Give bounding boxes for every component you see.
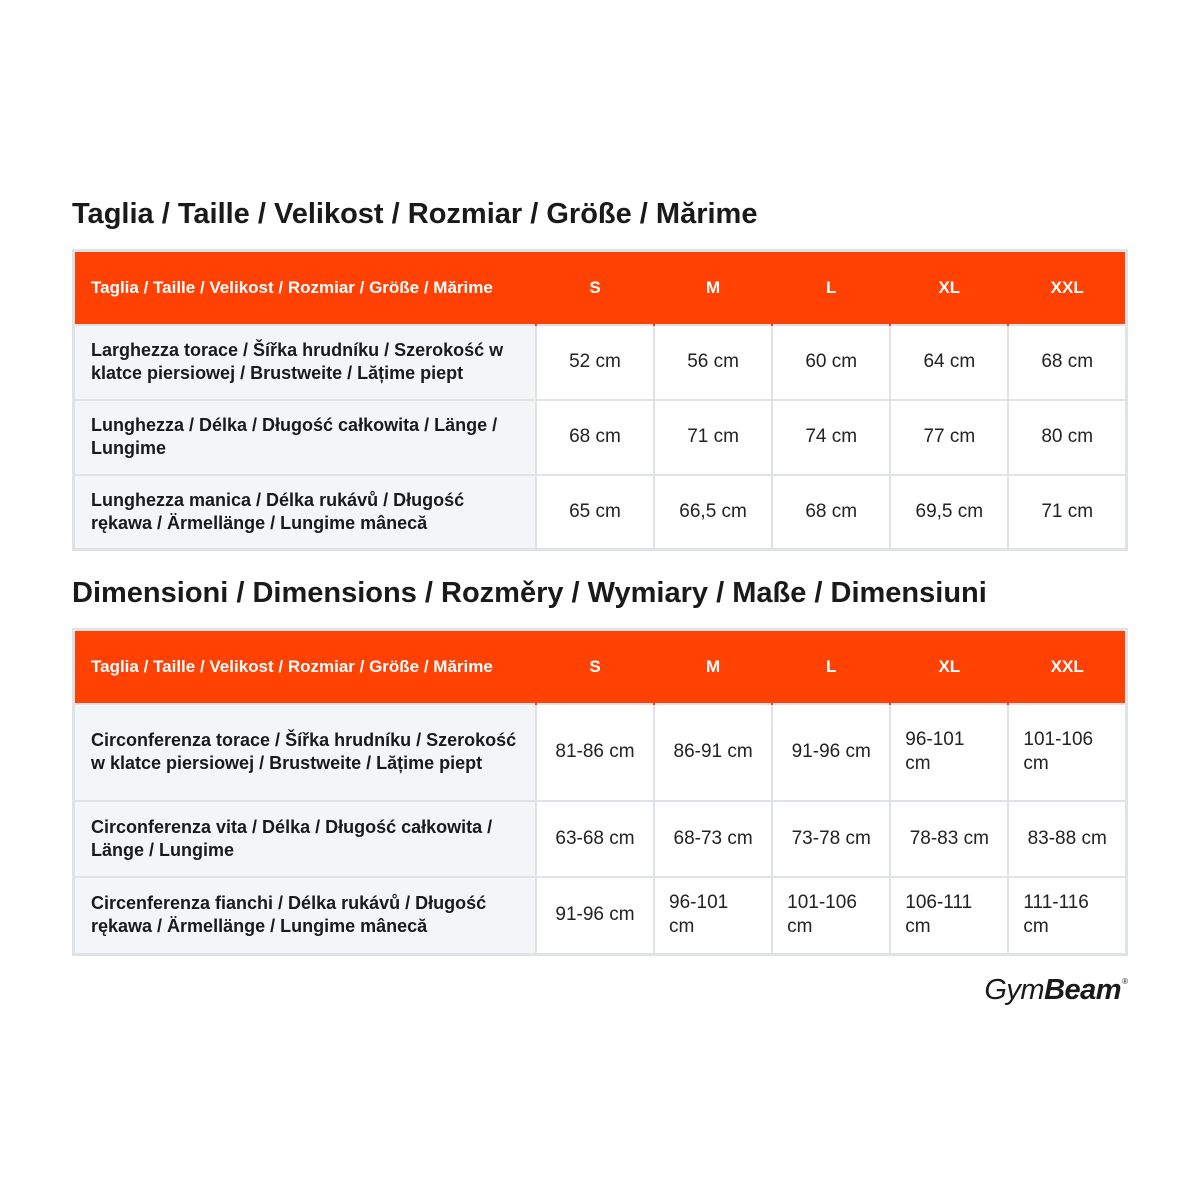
header-size-label: Taglia / Taille / Velikost / Rozmiar / Größe / Mărime [74, 630, 536, 704]
table-row [74, 475, 1127, 550]
table-row [74, 704, 1127, 801]
cell-value: 68 cm [536, 400, 654, 475]
cell-value: 60 cm [772, 325, 890, 400]
header-size-m: M [654, 630, 772, 704]
cell-value: 80 cm [1008, 400, 1126, 475]
gymbeam-logo [984, 974, 1128, 1010]
cell-value: 68 cm [772, 475, 890, 550]
cell-value: 96-101 cm [890, 704, 1008, 801]
cell-value: 71 cm [1008, 475, 1126, 550]
table-row [74, 325, 1127, 400]
row-label: Circenferenza fianchi / Délka rukávů / Długość rękawa / Ärmellänge / Lungime mânecă [74, 877, 536, 955]
row-label: Lunghezza manica / Délka rukávů / Długość rękawa / Ärmellänge / Lungime mânecă [74, 475, 536, 550]
row-label: Circonferenza torace / Šířka hrudníku / Szerokość w klatce piersiowej / Brustweite / Lățime piept [74, 704, 536, 801]
cell-value: 66,5 cm [654, 475, 772, 550]
header-size-s: S [536, 630, 654, 704]
header-size-l: L [772, 251, 890, 325]
cell-value: 64 cm [890, 325, 1008, 400]
cell-value: 78-83 cm [890, 801, 1008, 877]
table-row [74, 877, 1127, 955]
cell-value: 91-96 cm [772, 704, 890, 801]
row-label: Circonferenza vita / Délka / Długość całkowita / Länge / Lungime [74, 801, 536, 877]
header-size-l: L [772, 630, 890, 704]
cell-value: 101-106 cm [772, 877, 890, 955]
cell-value: 106-111 cm [890, 877, 1008, 955]
table-header-row [74, 630, 1127, 704]
size-table [72, 249, 1128, 551]
cell-value: 68 cm [1008, 325, 1126, 400]
cell-value: 101-106 cm [1008, 704, 1126, 801]
header-size-label: Taglia / Taille / Velikost / Rozmiar / Größe / Mărime [74, 251, 536, 325]
header-size-xxl: XXL [1008, 630, 1126, 704]
row-label: Larghezza torace / Šířka hrudníku / Szerokość w klatce piersiowej / Brustweite / Lățime piept [74, 325, 536, 400]
dimensions-table [72, 628, 1128, 956]
cell-value: 73-78 cm [772, 801, 890, 877]
cell-value: 65 cm [536, 475, 654, 550]
header-size-xl: XL [890, 251, 1008, 325]
table-row [74, 801, 1127, 877]
logo-text-bold: Beam [1044, 974, 1122, 1006]
cell-value: 83-88 cm [1008, 801, 1126, 877]
cell-value: 74 cm [772, 400, 890, 475]
cell-value: 69,5 cm [890, 475, 1008, 550]
logo-text-light: Gym [984, 974, 1045, 1006]
cell-value: 52 cm [536, 325, 654, 400]
row-label: Lunghezza / Délka / Długość całkowita / Länge / Lungime [74, 400, 536, 475]
cell-value: 77 cm [890, 400, 1008, 475]
header-size-m: M [654, 251, 772, 325]
header-size-xl: XL [890, 630, 1008, 704]
cell-value: 56 cm [654, 325, 772, 400]
header-size-s: S [536, 251, 654, 325]
cell-value: 68-73 cm [654, 801, 772, 877]
cell-value: 86-91 cm [654, 704, 772, 801]
table-header-row [74, 251, 1127, 325]
cell-value: 111-116 cm [1008, 877, 1126, 955]
section-title-dimensions: Dimensioni / Dimensions / Rozměry / Wymiary / Maße / Dimensiuni [72, 577, 987, 609]
cell-value: 63-68 cm [536, 801, 654, 877]
cell-value: 71 cm [654, 400, 772, 475]
cell-value: 96-101 cm [654, 877, 772, 955]
cell-value: 91-96 cm [536, 877, 654, 955]
section-title-size: Taglia / Taille / Velikost / Rozmiar / Größe / Mărime [72, 198, 758, 230]
cell-value: 81-86 cm [536, 704, 654, 801]
registered-mark: ® [1122, 977, 1128, 986]
table-row [74, 400, 1127, 475]
header-size-xxl: XXL [1008, 251, 1126, 325]
